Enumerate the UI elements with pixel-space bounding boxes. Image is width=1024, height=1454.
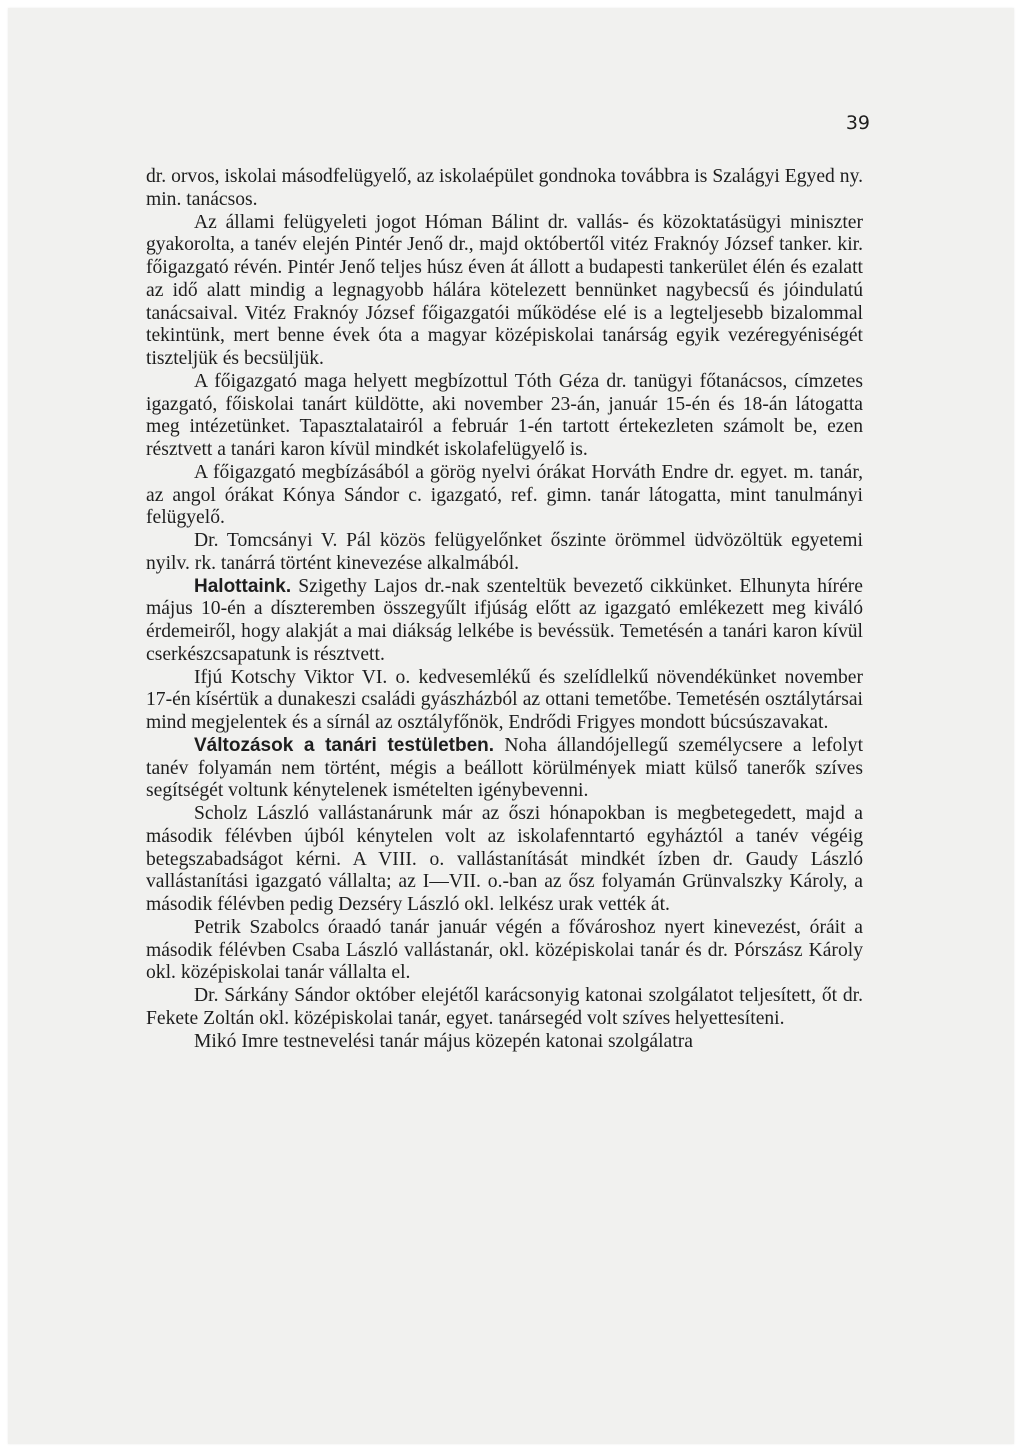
paragraph-text: Noha állandójellegű személycsere a lefolyt tanév folyamán nem történt, mégis a beállott körülmények miatt külső tanerők szíves segítségét voltunk kénytelenek ismételten igénybevenni.	[146, 734, 864, 802]
document-page	[8, 8, 1014, 1444]
paragraph: Dr. Sárkány Sándor október elejétől karácsonyig katonai szolgálatot teljesített, őt dr. Fekete Zoltán okl. középiskolai tanár, egyet. tanársegéd volt szíves helyettesíteni.	[146, 985, 863, 1029]
paragraph: Mikó Imre testnevelési tanár május közepén katonai szolgálatra	[194, 1030, 693, 1052]
paragraph: Az állami felügyeleti jogot Hóman Bálint dr. vallás- és közoktatásügyi miniszter gyakorolta, a tanév elején Pintér Jenő dr., majd októbertől vitéz Fraknóy József tanker. kir. főigazgató révén. Pintér Jenő teljes húsz éven át állott a budapesti tankerület élén és ezalatt az idő alatt mindig a legnagyobb hálára kötelezett bennünket nagybecsű és jóindulatú tanácsaival. Vitéz Fraknóy József főigazgatói működése elé is a legteljesebb bizalommal tekintünk, mert benne évek óta a magyar középiskolai tanárság egyik vezéregyéniségét tiszteljük és becsüljük.	[146, 211, 863, 369]
section-heading: Halottaink.	[194, 575, 292, 597]
paragraph	[146, 735, 863, 803]
paragraph	[146, 576, 863, 667]
paragraph-text: Szigethy Lajos dr.-nak szenteltük bevezető cikkünket. Elhunyta hírére május 10-én a díszteremben összegyűlt ifjúság előtt az igazgató emlékezett meg kiváló érdemeiről, hogy alakját a mai diákság lelkébe is bevéssük. Temetésén a tanári karon kívül cserkészcsapatunk is résztvett.	[146, 575, 863, 665]
page-number: 39	[845, 112, 870, 134]
paragraph: A főigazgató maga helyett megbízottul Tóth Géza dr. tanügyi főtanácsos, címzetes igazgató, főiskolai tanárt küldötte, aki november 23-án, január 15-én és 18-án látogatta meg intézetünket. Tapasztalatairól a február 1-én tartott értekezleten számolt be, ezen résztvett a tanári karon kívül mindkét iskolafelügyelő is.	[146, 370, 863, 460]
paragraph: Scholz László vallástanárunk már az őszi hónapokban is megbetegedett, majd a második félévben újból kénytelen volt az iskolafenntartó egyháztól a tanév végéig betegszabadságot kérni. A VIII. o. vallástanítását mindkét ízben dr. Gaudy László vallástanítási igazgató vállalta; az I—VII. o.-ban az ősz folyamán Grünvalszky Károly, a második félévben pedig Dezséry László okl. lelkész urak vették át.	[146, 803, 863, 915]
paragraph: Dr. Tomcsányi V. Pál közös felügyelőnket őszinte örömmel üdvözöltük egyetemi nyilv. rk. tanárrá történt kinevezése alkalmából.	[146, 530, 863, 574]
paragraph: Petrik Szabolcs óraadó tanár január végén a fővároshoz nyert kinevezést, óráit a második félévben Csaba László vallástanár, okl. középiskolai tanár és dr. Pórszász Károly okl. középiskolai tanár vállalta el.	[146, 916, 863, 984]
body-text	[146, 166, 863, 1053]
paragraph: dr. orvos, iskolai másodfelügyelő, az iskolaépület gondnoka továbbra is Szalágyi Egyed ny. min. tanácsos.	[146, 166, 863, 210]
paragraph: A főigazgató megbízásából a görög nyelvi órákat Horváth Endre dr. egyet. m. tanár, az angol órákat Kónya Sándor c. igazgató, ref. gimn. tanár látogatta, mint tanulmányi felügyelő.	[146, 461, 863, 529]
paragraph: Ifjú Kotschy Viktor VI. o. kedvesemlékű és szelídlelkű növendékünket november 17-én kísértük a dunakeszi családi gyászházból az ottani temetőbe. Temetésén osztálytársai mind megjelentek és a sírnál az osztályfőnök, Endrődi Frigyes mondott búcsúszavakat.	[146, 666, 863, 733]
section-heading: Változások a tanári testületben.	[194, 734, 495, 756]
